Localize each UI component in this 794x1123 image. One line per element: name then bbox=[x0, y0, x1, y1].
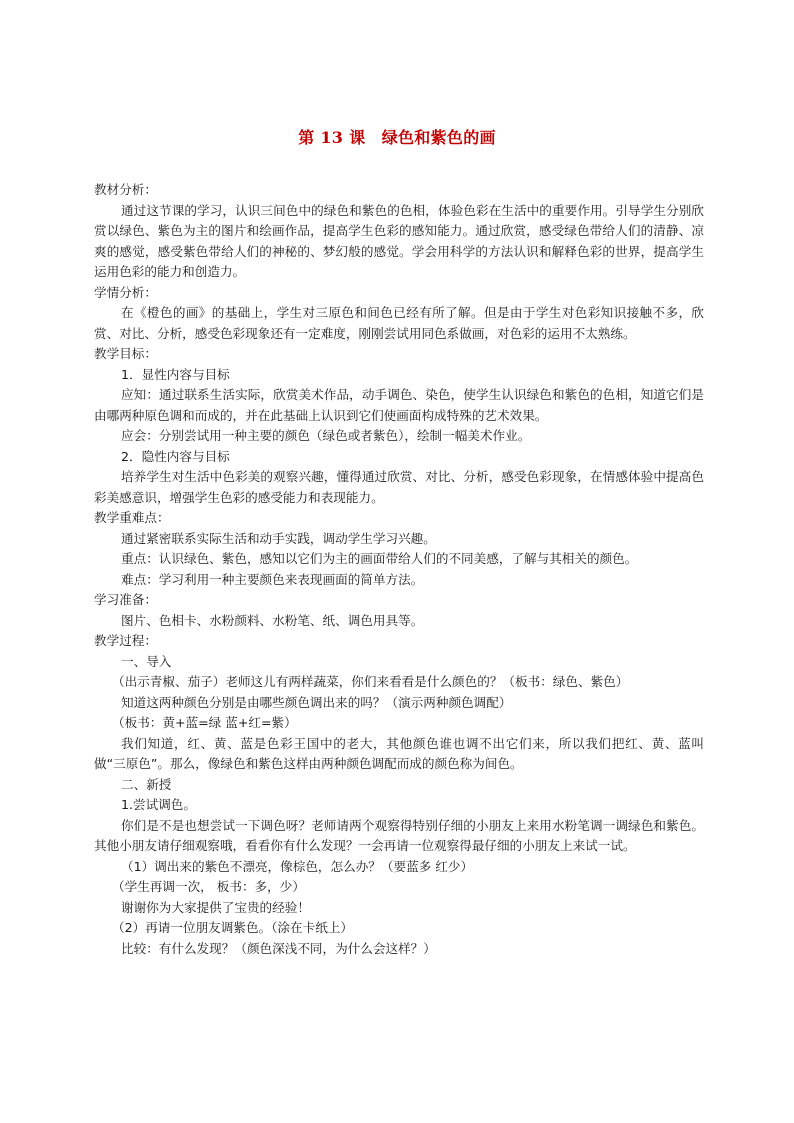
paragraph-line: （学生再调一次， 板书：多，少） bbox=[112, 879, 305, 894]
paragraph: 通过这节课的学习，认识三间色中的绿色和紫色的色相，体验色彩在生活中的重要作用。引导学生分别欣赏以绿色、紫色为主的图片和绘画作品，提高学生色彩的感知能力。通过欣赏，感受绿色带给人们的清静、凉爽的感觉，感受紫色带给人们的神秘的、梦幻般的感觉。学会用科学的方法认识和解释色彩的世界，提高学生运用色彩的能力和创造力。 bbox=[94, 202, 704, 279]
paragraph: 知道这两种颜色分别是由哪些颜色调出来的吗？（演示两种颜色调配） bbox=[121, 694, 512, 710]
paragraph-line: （出示青椒、茄子）老师这儿有两样蔬菜，你们来看看是什么颜色的？（板书：绿色、紫色） bbox=[112, 674, 629, 689]
paragraph: 我们知道，红、黄、蓝是色彩王国中的老大，其他颜色谁也调不出它们来，所以我们把红、黄、蓝叫做“三原色”。那么，像绿色和紫色这样由两种颜色调配而成的颜色称为间色。 bbox=[94, 735, 704, 771]
section-heading: 教材分析： bbox=[94, 182, 157, 197]
section-heading: 教学重难点： bbox=[94, 510, 170, 525]
section-heading: 教学目标： bbox=[94, 346, 157, 361]
paragraph: 难点：学习利用一种主要颜色来表现画面的简单方法。 bbox=[121, 571, 424, 587]
paragraph-line: （2）再请一位朋友调紫色。（涂在卡纸上） bbox=[112, 920, 353, 935]
section-heading: 学习准备： bbox=[94, 592, 157, 607]
paragraph: 图片、色相卡、水粉颜料、水粉笔、纸、调色用具等。 bbox=[121, 612, 424, 628]
paragraph-line: （板书：黄+蓝=绿 蓝+红=紫） bbox=[112, 715, 297, 730]
paragraph: 你们是不是也想尝试一下调色呀？老师请两个观察得特别仔细的小朋友上来用水粉笔调一调绿色和紫色。其他小朋友请仔细观察哦，看看你有什么发现？一会再请一位观察得最仔细的小朋友上来试一试。 bbox=[94, 817, 704, 853]
paragraph: 1.尝试调色。 bbox=[121, 797, 196, 812]
paragraph: 通过紧密联系实际生活和动手实践，调动学生学习兴趣。 bbox=[121, 530, 436, 546]
paragraph: 一、导入 bbox=[121, 653, 172, 669]
paragraph: 二、新授 bbox=[121, 776, 172, 792]
paragraph: 谢谢你为大家提供了宝贵的经验！ bbox=[121, 899, 310, 915]
section-heading: 学情分析： bbox=[94, 284, 157, 300]
document-body bbox=[94, 180, 704, 959]
paragraph: 培养学生对生活中色彩美的观察兴趣，懂得通过欣赏、对比、分析，感受色彩现象，在情感体验中提高色彩美感意识，增强学生色彩的感受能力和表现能力。 bbox=[94, 469, 704, 505]
list-item: 1．显性内容与目标 bbox=[121, 366, 230, 382]
paragraph: 应会：分别尝试用一种主要的颜色（绿色或者紫色），绘制一幅美术作业。 bbox=[121, 428, 531, 443]
section-heading: 教学过程： bbox=[94, 633, 157, 648]
lesson-title: 第 13 课 绿色和紫色的画 bbox=[298, 128, 496, 147]
list-item: 2．隐性内容与目标 bbox=[121, 448, 230, 464]
list-item: （1）调出来的紫色不漂亮，像棕色，怎么办？（要蓝多 红少） bbox=[121, 858, 474, 874]
paragraph: 应知：通过联系生活实际，欣赏美术作品，动手调色、染色，使学生认识绿色和紫色的色相，知道它们是由哪两种原色调和而成的，并在此基础上认识到它们使画面构成特殊的艺术效果。 bbox=[94, 387, 704, 423]
paragraph: 比较：有什么发现？（颜色深浅不同，为什么会这样？） bbox=[121, 940, 436, 956]
paragraph: 在《橙色的画》的基础上，学生对三原色和间色已经有所了解。但是由于学生对色彩知识接触不多，欣赏、对比、分析，感受色彩现象还有一定难度，刚刚尝试用同色系做画，对色彩的运用不太熟练。 bbox=[94, 305, 704, 341]
paragraph: 重点：认识绿色、紫色，感知以它们为主的画面带给人们的不同美感，了解与其相关的颜色。 bbox=[121, 551, 638, 566]
